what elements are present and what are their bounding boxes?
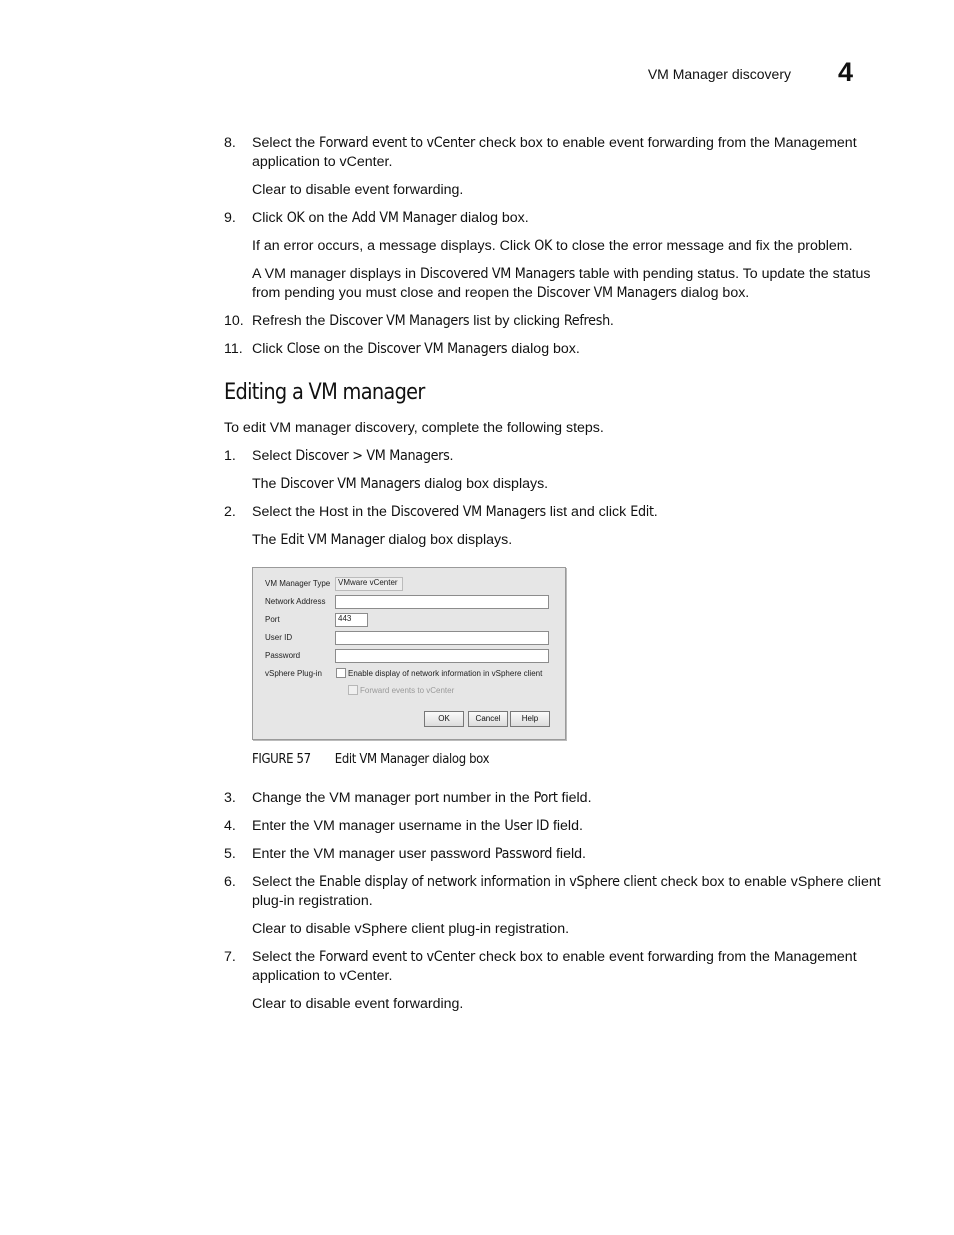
procedure-edit: [224, 447, 884, 550]
section-intro: To edit VM manager discovery, complete the following steps.: [224, 420, 604, 436]
forward-events-label: Forward events to vCenter: [360, 686, 455, 695]
step-text: Click OK on the Add VM Manager dialog box.: [252, 210, 529, 226]
edit-vm-manager-dialog: [252, 567, 566, 740]
procedure-add-continued: [224, 134, 884, 359]
step-note: If an error occurs, a message displays. Click OK to close the error message and fix the problem.: [252, 238, 853, 254]
row-vsphere-plugin: [265, 667, 555, 681]
page-header: [0, 58, 954, 88]
step-1: 1. Select Discover > VM Managers. The Discover VM Managers dialog box displays.: [224, 447, 884, 494]
manager-type-label: VM Manager Type: [265, 579, 331, 588]
manager-type-field: VMware vCenter: [335, 577, 403, 591]
network-address-label: Network Address: [265, 597, 326, 606]
step-text: Enter the VM manager username in the User ID field.: [252, 818, 583, 834]
step-text: Select Discover > VM Managers.: [252, 448, 454, 464]
cancel-button[interactable]: Cancel: [468, 711, 508, 727]
user-id-input[interactable]: [335, 631, 549, 645]
password-input[interactable]: [335, 649, 549, 663]
step-text: Change the VM manager port number in the Port field.: [252, 790, 592, 806]
user-id-label: User ID: [265, 633, 293, 642]
step-10: 10. Refresh the Discover VM Managers list by clicking Refresh.: [224, 312, 884, 331]
password-label: Password: [265, 651, 301, 660]
step-note: The Edit VM Manager dialog box displays.: [252, 532, 513, 548]
figure-caption: [252, 750, 821, 769]
step-3: 3. Change the VM manager port number in the Port field.: [224, 789, 884, 808]
chapter-number: 4: [838, 57, 854, 87]
help-button[interactable]: Help: [510, 711, 550, 727]
step-9: 9. Click OK on the Add VM Manager dialog box. If an error occurs, a message displays. Click OK to close the error message and fix the problem. A VM manager displays in Discovered VM Managers table with pending status. To update the status from pending you must close and reopen the Discover VM Managers dialog box.: [224, 209, 884, 303]
step-note: Clear to disable event forwarding.: [252, 182, 464, 198]
step-note: A VM manager displays in Discovered VM Managers table with pending status. To update the status from pending you must close and reopen the Discover VM Managers dialog box.: [252, 266, 871, 301]
figure-title: Edit VM Manager dialog box: [334, 752, 490, 767]
procedure-edit-continued: [224, 789, 884, 1014]
enable-display-checkbox[interactable]: [336, 668, 346, 678]
figure-number: FIGURE 57: [252, 752, 311, 767]
step-7: 7. Select the Forward event to vCenter check box to enable event forwarding from the Management application to vCenter. Clear to disable event forwarding.: [224, 948, 884, 1014]
step-11: 11. Click Close on the Discover VM Managers dialog box.: [224, 340, 884, 359]
network-address-input[interactable]: [335, 595, 549, 609]
step-text: Select the Enable display of network information in vSphere client check box to enable vSphere client plug-in registration.: [252, 874, 881, 909]
step-text: Refresh the Discover VM Managers list by clicking Refresh.: [252, 313, 614, 329]
port-input[interactable]: 443: [335, 613, 368, 627]
running-title: VM Manager discovery: [647, 66, 791, 82]
ok-button[interactable]: OK: [424, 711, 464, 727]
step-2: 2. Select the Host in the Discovered VM Managers list and click Edit. The Edit VM Manager dialog box displays.: [224, 503, 884, 550]
vsphere-plugin-label: vSphere Plug-in: [265, 669, 322, 678]
row-forward-events: [265, 684, 555, 698]
step-8: 8. Select the Forward event to vCenter check box to enable event forwarding from the Management application to vCenter. Clear to disable event forwarding.: [224, 134, 884, 200]
step-text: Enter the VM manager user password Password field.: [252, 846, 586, 862]
step-4: 4. Enter the VM manager username in the User ID field.: [224, 817, 884, 836]
forward-events-checkbox[interactable]: [348, 685, 358, 695]
step-note: The Discover VM Managers dialog box displays.: [252, 476, 549, 492]
step-note: Clear to disable vSphere client plug-in registration.: [252, 921, 570, 937]
enable-display-label: Enable display of network information in vSphere client: [348, 669, 543, 678]
step-text: Click Close on the Discover VM Managers dialog box.: [252, 341, 580, 357]
step-note: Clear to disable event forwarding.: [252, 996, 464, 1012]
step-text: Select the Forward event to vCenter check box to enable event forwarding from the Management application to vCenter.: [252, 949, 857, 984]
port-label: Port: [265, 615, 280, 624]
step-6: 6. Select the Enable display of network information in vSphere client check box to enable vSphere client plug-in registration. Clear to disable vSphere client plug-in registration.: [224, 873, 884, 939]
page-content: [224, 134, 884, 1023]
step-text: Select the Host in the Discovered VM Managers list and click Edit.: [252, 504, 658, 520]
step-5: 5. Enter the VM manager user password Password field.: [224, 845, 884, 864]
section-heading: Editing a VM manager: [224, 380, 425, 405]
step-text: Select the Forward event to vCenter check box to enable event forwarding from the Management application to vCenter.: [252, 135, 857, 170]
